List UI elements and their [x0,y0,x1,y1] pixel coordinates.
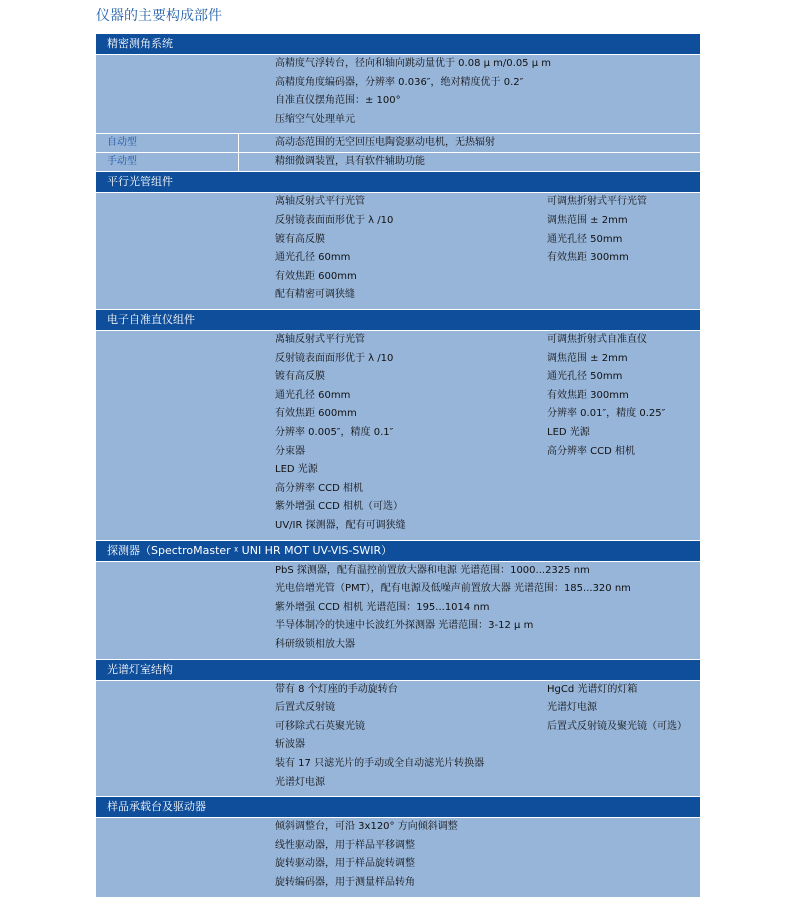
spec-item: 有效焦距 600mm [275,270,357,282]
spec-item: 有效焦距 600mm [275,408,357,420]
sub-row-value: 高动态范围的无空回压电陶瓷驱动电机，无热辐射 [275,137,495,149]
spec-item: 反射镜表面面形优于 λ /10 [275,352,394,364]
section-body [96,818,700,896]
spec-item: 反射镜表面面形优于 λ /10 [275,214,394,226]
spec-item: HgCd 光谱灯的灯箱 [547,683,638,695]
spec-main-column [275,331,406,536]
section-body [96,331,700,540]
spec-item: 离轴反射式平行光管 [275,196,365,208]
spec-item: 通光孔径 50mm [547,371,623,383]
spec-item: 光谱灯电源 [275,776,325,788]
spec-item: LED 光源 [547,426,590,438]
spec-item: 紫外增强 CCD 相机（可选） [275,501,404,513]
spec-item: PbS 探测器，配有温控前置放大器和电源 光谱范围：1000...2325 nm [275,564,590,576]
spec-item: 离轴反射式平行光管 [275,333,365,345]
section-body [96,55,700,133]
spec-item: 分辨率 0.005″，精度 0.1″ [275,426,394,438]
page-title: 仪器的主要构成部件 [96,8,222,24]
spec-main-column [275,818,458,892]
section-header: 平行光管组件 [96,172,700,192]
spec-side-column [547,193,647,267]
section-header: 电子自准直仪组件 [96,310,700,330]
spec-item: 线性驱动器，用于样品平移调整 [275,839,415,851]
spec-item: 压缩空气处理单元 [275,113,355,125]
section-body [96,562,700,659]
spec-item: 装有 17 只滤光片的手动或全自动滤光片转换器 [275,757,485,769]
section-body [96,193,700,309]
spec-item: 后置式反射镜及聚光镜（可选） [547,720,687,732]
spec-item: 镀有高反膜 [275,371,325,383]
spec-item: 调焦范围 ± 2mm [547,352,628,364]
spec-item: 斩波器 [275,739,305,751]
spec-item: 紫外增强 CCD 相机 光谱范围：195...1014 nm [275,601,490,613]
spec-item: 通光孔径 60mm [275,252,351,264]
spec-item: 配有精密可调狭缝 [275,289,355,301]
spec-item: 半导体制冷的快速中长波红外探测器 光谱范围：3-12 μ m [275,620,534,632]
spec-item: 旋转驱动器，用于样品旋转调整 [275,858,415,870]
spec-main-column [275,55,551,129]
section-body [96,681,700,797]
spec-main-column [275,193,393,305]
spec-side-column [547,681,687,737]
sub-row-label: 自动型 [96,134,239,152]
spec-item: 有效焦距 300mm [547,252,629,264]
spec-item: 可调焦折射式平行光管 [547,196,647,208]
section-header: 探测器（SpectroMaster ᵡ UNI HR MOT UV-VIS-SWIR） [96,541,700,561]
spec-item: 科研级锁相放大器 [275,638,355,650]
spec-item: 自准直仪摆角范围：± 100° [275,95,401,107]
spec-item: 通光孔径 60mm [275,389,351,401]
spec-item: 旋转编码器，用于测量样品转角 [275,876,415,888]
section-header: 光谱灯室结构 [96,660,700,680]
spec-side-column [547,331,665,461]
spec-item: 光谱灯电源 [547,702,597,714]
spec-table [96,34,700,897]
spec-item: 可调焦折射式自准直仪 [547,333,647,345]
spec-item: 镀有高反膜 [275,233,325,245]
spec-item: UV/IR 探测器，配有可调狭缝 [275,519,406,531]
sub-row [96,153,700,171]
spec-item: LED 光源 [275,464,318,476]
spec-item: 倾斜调整台，可沿 3x120° 方向倾斜调整 [275,821,458,833]
spec-item: 通光孔径 50mm [547,233,623,245]
sub-row [96,134,700,152]
spec-item: 高精度气浮转台，径向和轴向跳动量优于 0.08 μ m/0.05 μ m [275,58,552,69]
spec-item: 高分辨率 CCD 相机 [547,445,636,457]
section-header: 精密测角系统 [96,34,700,54]
spec-item: 分辨率 0.01″，精度 0.25″ [547,408,666,420]
spec-item: 后置式反射镜 [275,702,335,714]
spec-main-column [275,562,631,655]
section-header: 样品承载台及驱动器 [96,797,700,817]
spec-item: 带有 8 个灯座的手动旋转台 [275,683,398,695]
spec-item: 高精度角度编码器，分辨率 0.036″，绝对精度优于 0.2″ [275,76,524,88]
spec-item: 光电倍增光管（PMT），配有电源及低噪声前置放大器 光谱范围：185...320 nm [275,583,631,595]
sub-row-label: 手动型 [96,153,239,171]
spec-item: 可移除式石英聚光镜 [275,720,365,732]
spec-item: 有效焦距 300mm [547,389,629,401]
sub-row-value: 精细微调装置，具有软件辅助功能 [275,156,425,168]
spec-main-column [275,681,484,793]
spec-item: 调焦范围 ± 2mm [547,214,628,226]
spec-item: 高分辨率 CCD 相机 [275,482,364,494]
spec-item: 分束器 [275,445,305,457]
